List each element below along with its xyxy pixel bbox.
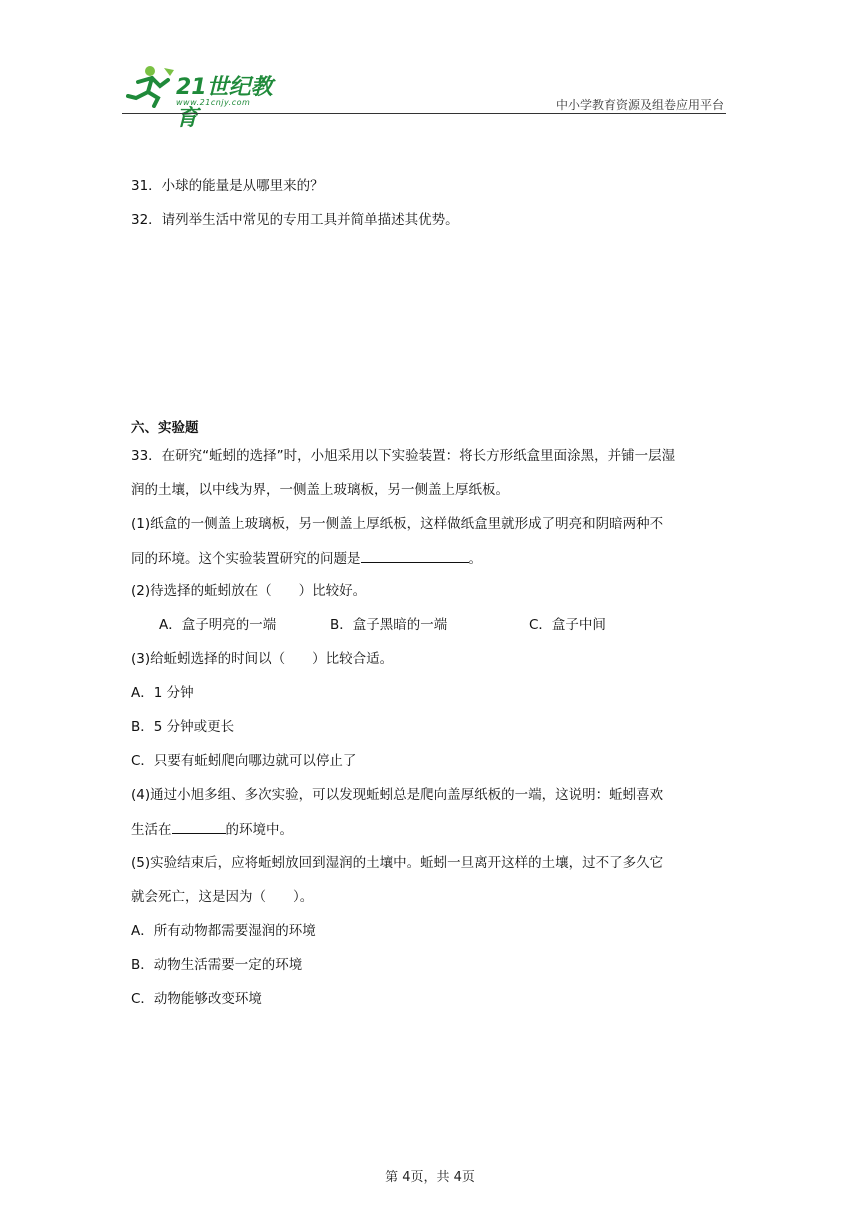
- part-5-option-a: A．所有动物都需要湿润的环境: [131, 923, 316, 939]
- header-divider: [122, 113, 726, 114]
- answer-blank[interactable]: [172, 819, 226, 834]
- question-33-line-1: 33．在研究“蚯蚓的选择”时，小旭采用以下实验装置：将长方形纸盒里面涂黑，并铺一层湿: [131, 448, 676, 464]
- option-b: B．盒子黑暗的一端: [330, 617, 448, 633]
- part-4-end: 的环境中。: [225, 822, 293, 838]
- option-c: C．盒子中间: [529, 617, 606, 633]
- runner-logo-icon: [124, 64, 176, 108]
- option-a: A．盒子明亮的一端: [159, 617, 277, 633]
- part-4-line-1: (4)通过小旭多组、多次实验，可以发现蚯蚓总是爬向盖厚纸板的一端，这说明：蚯蚓喜欢: [131, 787, 664, 803]
- part-5-option-b: B．动物生活需要一定的环境: [131, 957, 303, 973]
- page-header: [122, 62, 726, 131]
- part-5-line-1: (5)实验结束后，应将蚯蚓放回到湿润的土壤中。蚯蚓一旦离开这样的土壤，过不了多久它: [131, 855, 664, 871]
- question-33-line-2: 润的土壤，以中线为界，一侧盖上玻璃板，另一侧盖上厚纸板。: [131, 482, 509, 498]
- part-4-text: 生活在: [131, 822, 172, 838]
- section-title: 六、实验题: [131, 420, 199, 436]
- answer-blank[interactable]: [361, 548, 469, 563]
- part-1-end: 。: [468, 551, 482, 567]
- part-1-line-1: (1)纸盒的一侧盖上玻璃板，另一侧盖上厚纸板，这样做纸盒里就形成了明亮和阴暗两种不: [131, 516, 664, 532]
- logo: [122, 62, 292, 131]
- page-number: 第 4页，共 4页: [385, 1170, 475, 1185]
- question-31: 31．小球的能量是从哪里来的？: [131, 178, 324, 194]
- part-1-line-2: [131, 548, 482, 569]
- part-3: (3)给蚯蚓选择的时间以（ ）比较合适。: [131, 651, 394, 667]
- part-4-line-2: [131, 819, 293, 840]
- part-2: (2)待选择的蚯蚓放在（ ）比较好。: [131, 583, 367, 599]
- part-2-options: [159, 615, 759, 635]
- part-3-option-a: A．1 分钟: [131, 685, 194, 701]
- part-5-option-c: C．动物能够改变环境: [131, 991, 262, 1007]
- part-1-text: 同的环境。这个实验装置研究的问题是: [131, 551, 361, 567]
- part-5-line-2: 就会死亡，这是因为（ ）。: [131, 889, 314, 905]
- question-32: 32．请列举生活中常见的专用工具并简单描述其优势。: [131, 212, 459, 228]
- part-3-option-c: C．只要有蚯蚓爬向哪边就可以停止了: [131, 753, 357, 769]
- site-name: 中小学教育资源及组卷应用平台: [555, 98, 724, 112]
- part-3-option-b: B．5 分钟或更长: [131, 719, 235, 735]
- logo-url: www.21cnjy.com: [176, 98, 251, 107]
- logo-text: 21世纪教育: [176, 75, 273, 131]
